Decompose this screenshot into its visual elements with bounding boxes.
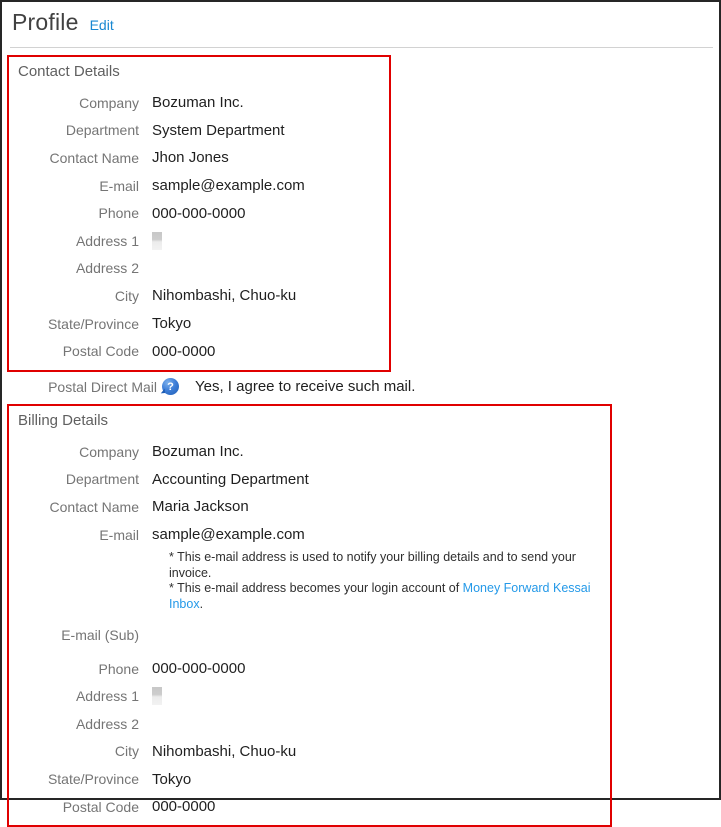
field-label: Contact Name <box>49 149 139 166</box>
redacted-value-box <box>152 687 162 705</box>
header-divider <box>10 47 713 48</box>
field-value <box>152 232 162 250</box>
field-row-email <box>9 521 610 549</box>
field-row-department <box>9 117 389 145</box>
field-row-contact-name <box>9 493 610 521</box>
field-row-address1 <box>9 683 610 711</box>
field-label: Phone <box>98 660 139 677</box>
redacted-value-box <box>152 232 162 250</box>
field-label: Address 2 <box>75 260 139 277</box>
email-note: * This e-mail address is used to notify your billing details and to send your invoice. <box>169 550 576 580</box>
field-value: sample@example.com <box>152 526 305 544</box>
field-value: Tokyo <box>152 315 192 333</box>
field-value: 000-000-0000 <box>152 204 246 222</box>
field-label: Address 1 <box>75 688 139 705</box>
field-row-city <box>9 282 389 310</box>
email-notes <box>169 550 610 612</box>
field-value: Bozuman Inc. <box>152 94 244 112</box>
field-value: Maria Jackson <box>152 498 249 516</box>
field-label: Address 2 <box>75 715 139 732</box>
field-value: Accounting Department <box>152 470 309 488</box>
field-row-postal-code <box>9 793 610 821</box>
field-row-company <box>9 438 610 466</box>
field-row-city <box>9 738 610 766</box>
billing-details-box <box>7 404 612 827</box>
field-row-email-sub <box>9 621 610 649</box>
field-row-company <box>9 89 389 117</box>
field-value: Tokyo <box>152 770 192 788</box>
page-title: Profile <box>12 9 79 35</box>
field-label: City <box>114 743 139 760</box>
contact-details-box <box>7 55 391 372</box>
field-row-address2 <box>9 710 610 738</box>
field-value: Nihombashi, Chuo-ku <box>152 287 297 305</box>
field-value <box>152 687 162 705</box>
field-row-contact-name <box>9 144 389 172</box>
field-value: System Department <box>152 121 285 139</box>
field-label: Address 1 <box>75 232 139 249</box>
field-label: E-mail <box>99 526 139 543</box>
help-question-icon[interactable]: ? <box>162 378 179 395</box>
field-value: Bozuman Inc. <box>152 443 244 461</box>
field-label: Contact Name <box>49 498 139 515</box>
field-label: Phone <box>98 205 139 222</box>
email-note-text: * This e-mail address becomes your login account of <box>169 581 463 596</box>
field-row-address2 <box>9 255 389 283</box>
field-row-state <box>9 765 610 793</box>
page-header <box>12 9 719 36</box>
field-value: Nihombashi, Chuo-ku <box>152 742 297 760</box>
field-row-email <box>9 172 389 200</box>
field-row-phone <box>9 655 610 683</box>
field-row-postal-code <box>9 337 389 365</box>
field-label: E-mail (Sub) <box>61 627 139 644</box>
field-row-address1 <box>9 227 389 255</box>
email-note <box>169 581 610 612</box>
field-row-state <box>9 310 389 338</box>
field-label: Postal Code <box>62 798 139 815</box>
field-label: City <box>114 287 139 304</box>
billing-details-heading: Billing Details <box>18 411 109 429</box>
field-value: 000-0000 <box>152 342 216 360</box>
field-label: State/Province <box>47 771 139 788</box>
email-note-text: . <box>199 596 204 611</box>
field-label: Department <box>65 122 139 139</box>
postal-direct-mail-row <box>2 375 719 399</box>
field-row-department <box>9 466 610 494</box>
field-label: Department <box>65 471 139 488</box>
field-value: sample@example.com <box>152 177 305 195</box>
field-label: State/Province <box>47 315 139 332</box>
field-label: Company <box>79 443 139 460</box>
field-label: E-mail <box>99 177 139 194</box>
field-label: Postal Direct Mail <box>48 378 157 395</box>
inbox-link[interactable]: Money Forward Kessai Inbox <box>169 581 591 611</box>
field-label: Company <box>79 94 139 111</box>
field-value: Jhon Jones <box>152 149 229 167</box>
field-value: 000-000-0000 <box>152 660 246 678</box>
field-row-phone <box>9 199 389 227</box>
field-value: 000-0000 <box>152 798 216 816</box>
contact-details-heading: Contact Details <box>18 63 120 80</box>
field-value: Yes, I agree to receive such mail. <box>195 378 416 396</box>
edit-link[interactable]: Edit <box>89 17 114 33</box>
field-label: Postal Code <box>62 343 139 360</box>
